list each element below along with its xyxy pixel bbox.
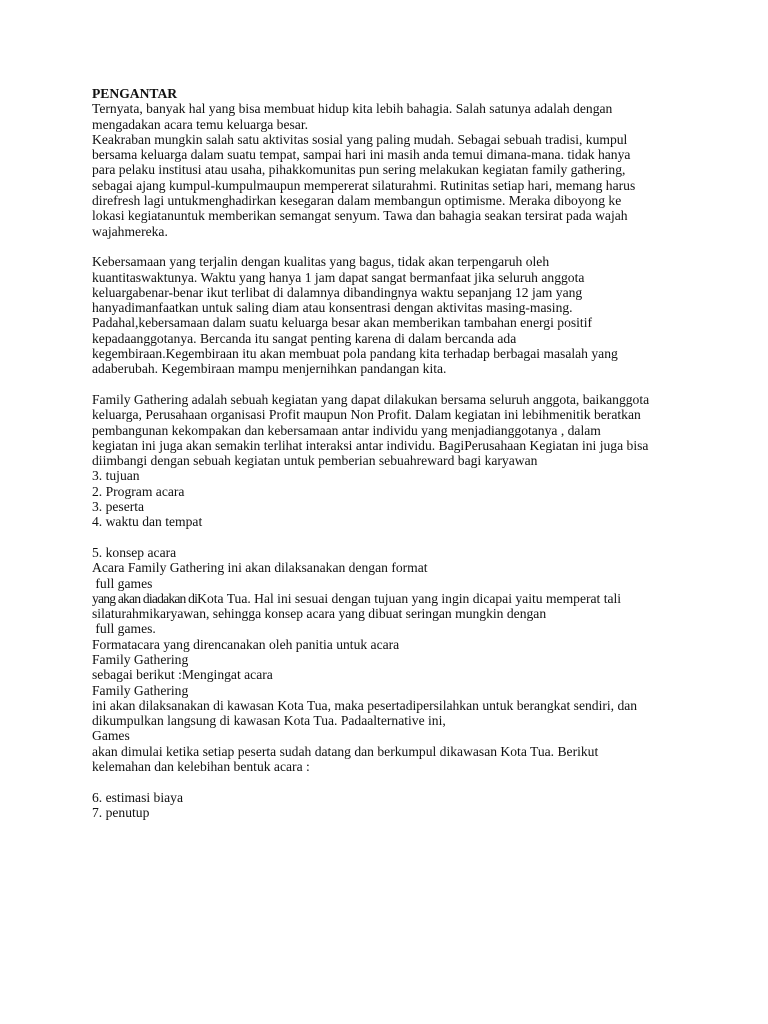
text-line: Kebersamaan yang terjalin dengan kualitas yang bagus, tidak akan terpengaruh oleh — [92, 254, 550, 270]
text-line: mengadakan acara temu keluarga besar. — [92, 116, 309, 132]
text-line: sebagai ajang kumpul-kumpulmaupun mempererat silaturahmi. Rutinitas setiap hari, memang harus — [92, 177, 636, 193]
text-line: ini akan dilaksanakan di kawasan Kota Tua, maka pesertadipersilahkan untuk berangkat sendiri, dan — [92, 697, 638, 713]
text-line: Acara Family Gathering ini akan dilaksanakan dengan format — [92, 560, 428, 576]
text-line: Family Gathering adalah sebuah kegiatan yang dapat dilakukan bersama seluruh anggota, baikanggota — [92, 391, 650, 407]
text-line: Formatacara yang direncanakan oleh panitia untuk acara — [92, 636, 400, 652]
document-body — [92, 86, 692, 820]
text-line: bersama keluarga dalam suatu tempat, sampai hari ini masih anda temui dimana-mana. tidak hanya — [92, 147, 631, 163]
text-line — [92, 591, 692, 606]
text-line: kegiatan ini juga akan semakin terlihat interaksi antar individu. BagiPerusahaan Kegiatan ini juga bisa — [92, 437, 649, 453]
text-line: keluarga, Perusahaan organisasi Profit maupun Non Profit. Dalam kegiatan ini lebihmenitik beratkan — [92, 407, 641, 423]
text-line: kepadaanggotanya. Bercanda itu sangat penting karena di dalam bercanda ada — [92, 330, 517, 346]
text-fragment: Kota Tua. Hal ini sesuai dengan tujuan yang ingin dicapai yaitu memperat tali — [197, 590, 622, 606]
list-item: 2. Program acara — [92, 483, 185, 499]
list-item: 4. waktu dan tempat — [92, 514, 203, 530]
paragraph-gap — [92, 774, 692, 789]
paragraph-gap — [92, 530, 692, 545]
text-line: dikumpulkan langsung di kawasan Kota Tua. Padaalternative ini, — [92, 713, 446, 729]
list-item: 7. penutup — [92, 804, 150, 820]
text-line: wajahmereka. — [92, 223, 168, 239]
list-item: 3. tujuan — [92, 468, 140, 484]
text-line: pembangunan kekompakan dan kebersamaan antar individu yang menjadianggotanya , dalam — [92, 422, 601, 438]
list-item: 5. konsep acara — [92, 544, 177, 560]
closing-list — [92, 790, 692, 821]
text-line: full games — [92, 575, 153, 591]
list-item: 6. estimasi biaya — [92, 789, 183, 805]
text-line: sebagai berikut :Mengingat acara — [92, 667, 273, 683]
text-line: hanyadimanfaatkan untuk saling diam atau konsentrasi dengan aktivitas masing-masing. — [92, 300, 573, 316]
text-line: diimbangi dengan sebuah kegiatan untuk pemberian sebuahreward bagi karyawan — [92, 453, 538, 469]
text-line: adaberubah. Kegembiraan mampu menjernihkan pandangan kita. — [92, 361, 447, 377]
paragraph-gap — [92, 239, 692, 254]
text-line: Games — [92, 728, 130, 744]
togetherness-paragraph — [92, 254, 692, 376]
paragraph-gap — [92, 377, 692, 392]
family-gathering-paragraph — [92, 392, 692, 530]
intro-paragraph — [92, 101, 692, 239]
text-line: kegembiraan.Kegembiraan itu akan membuat pola pandang kita terhadap berbagai masalah yang — [92, 346, 618, 362]
text-line: Keakraban mungkin salah satu aktivitas sosial yang paling mudah. Sebagai sebuah tradisi, kumpul — [92, 131, 628, 147]
text-line: akan dimulai ketika setiap peserta sudah datang dan berkumpul dikawasan Kota Tua. Berikut — [92, 743, 599, 759]
text-line: Family Gathering — [92, 682, 189, 698]
text-line: para pelaku institusi atau usaha, pihakkomunitas pun sering melakukan kegiatan family gathering, — [92, 162, 626, 178]
text-line: kelemahan dan kelebihan bentuk acara : — [92, 759, 310, 775]
text-line: kuantitaswaktunya. Waktu yang hanya 1 jam dapat sangat bermanfaat jika seluruh anggota — [92, 269, 585, 285]
text-line: Padahal,kebersamaan dalam suatu keluarga besar akan memberikan tambahan energi positif — [92, 315, 593, 331]
condensed-text: yang akan diadakan di — [92, 590, 198, 606]
text-line: keluargabenar-benar ikut terlibat di dalamnya dibandingnya waktu sepanjang 12 jam yang — [92, 284, 583, 300]
text-line: Ternyata, banyak hal yang bisa membuat hidup kita lebih bahagia. Salah satunya adalah dengan — [92, 101, 613, 117]
text-line: direfresh lagi untukmenghadirkan kesegaran dalam membangun optimisme. Meraka diboyong ke — [92, 193, 622, 209]
document-title: PENGANTAR — [92, 86, 178, 101]
text-line: Family Gathering — [92, 651, 189, 667]
list-item: 3. peserta — [92, 499, 145, 515]
text-line: full games. — [92, 621, 156, 637]
text-line: lokasi kegiatanuntuk memberikan semangat senyum. Tawa dan bahagia seakan tersirat pada wajah — [92, 208, 628, 224]
text-line: silaturahmikaryawan, sehingga konsep acara yang dibuat seringan mungkin dengan — [92, 606, 547, 622]
concept-section — [92, 545, 692, 774]
